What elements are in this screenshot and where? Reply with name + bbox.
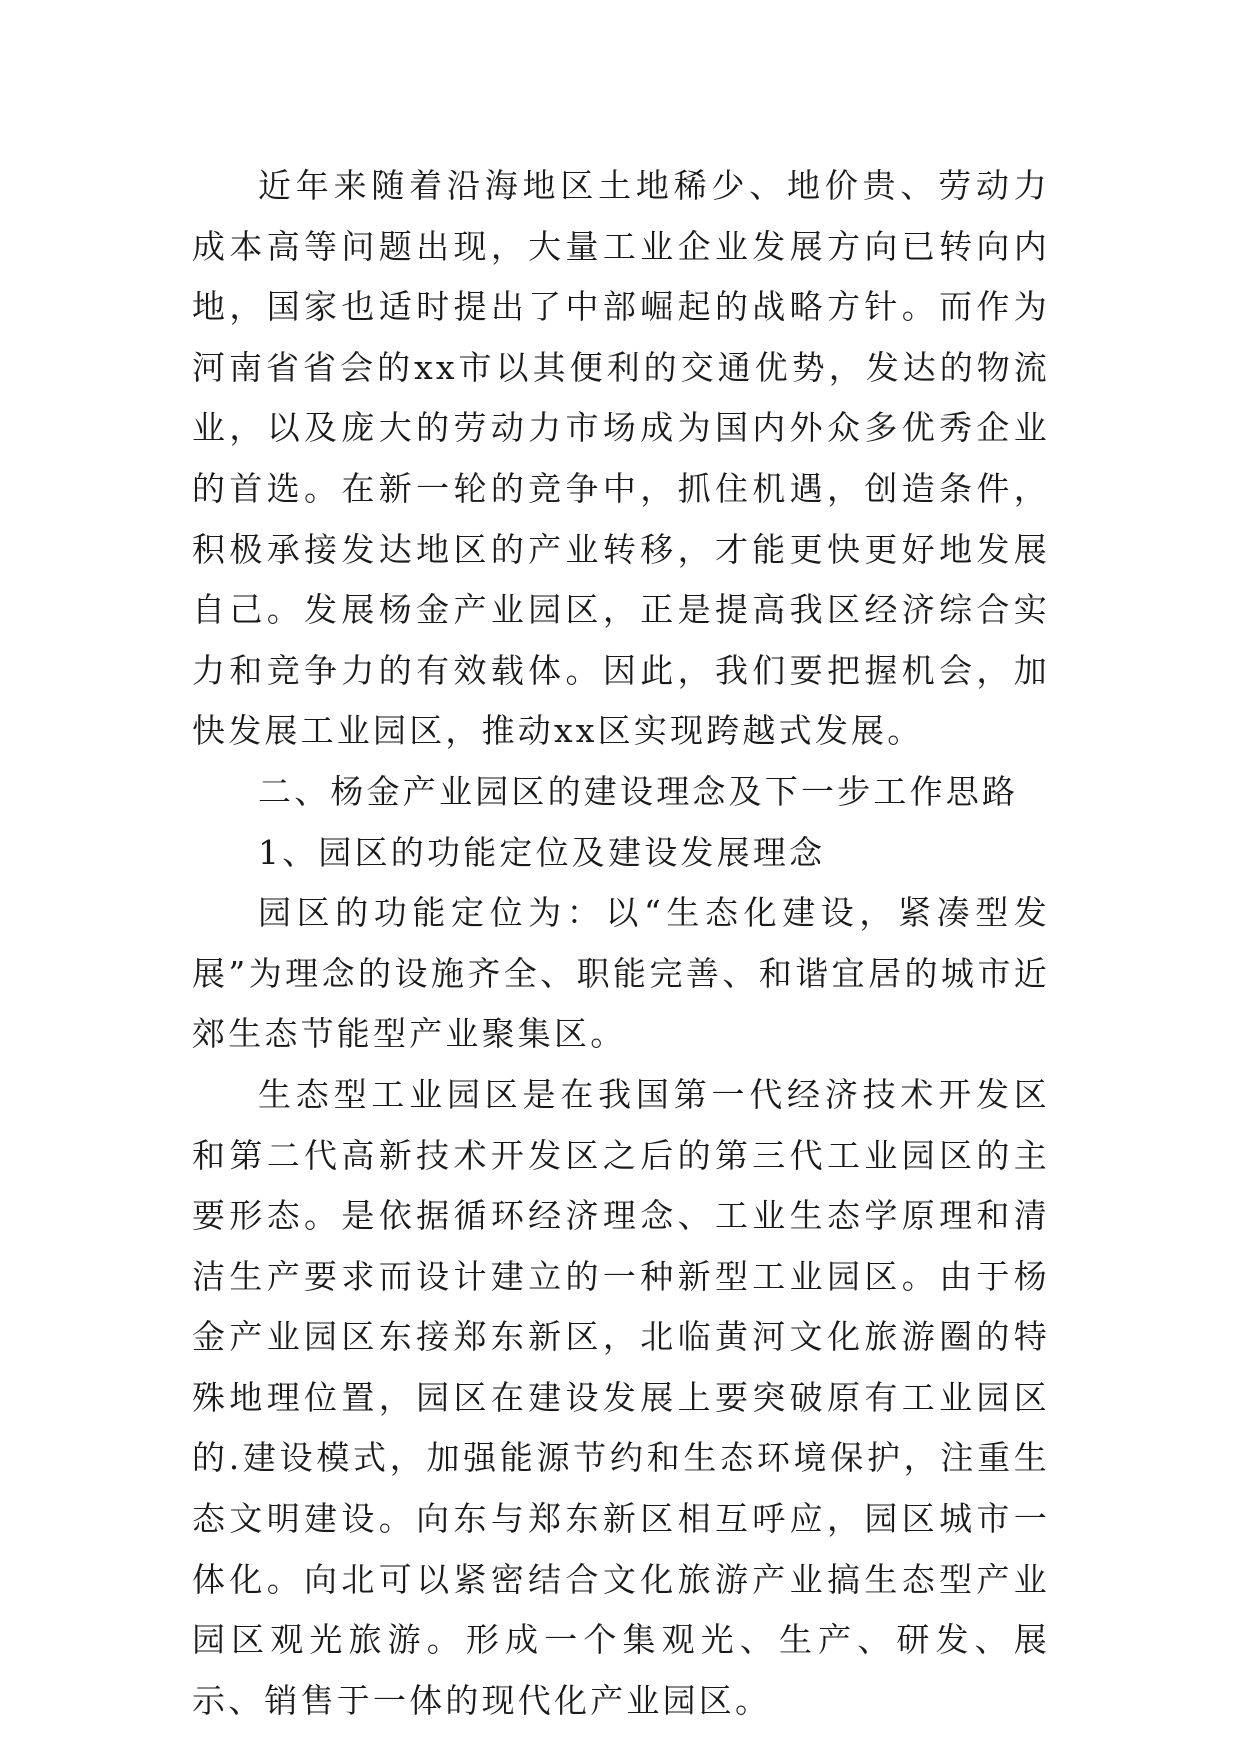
- paragraph-eco-park: 生态型工业园区是在我国第一代经济技术开发区和第二代高新技术开发区之后的第三代工业园区的主要形态。是依据循环经济理念、工业生态学原理和清洁生产要求而设计建立的一种新型工业园区。由于杨金产业园区东接郑东新区，北临黄河文化旅游圈的特殊地理位置，园区在建设发展上要突破原有工业园区的.建设模式，加强能源节约和生态环境保护，注重生态文明建设。向东与郑东新区相互呼应，园区城市一体化。向北可以紧密结合文化旅游产业搞生态型产业园区观光旅游。形成一个集观光、生产、研发、展示、销售于一体的现代化产业园区。: [192, 1074, 1050, 1720]
- subsection-heading: 1、园区的功能定位及建设发展理念: [258, 832, 826, 872]
- paragraph-background: 近年来随着沿海地区土地稀少、地价贵、劳动力成本高等问题出现，大量工业企业发展方向已转向内地，国家也适时提出了中部崛起的战略方针。而作为河南省省会的xx市以其便利的交通优势，发达的物流业，以及庞大的劳动力市场成为国内外众多优秀企业的首选。在新一轮的竞争中，抓住机遇，创造条件，积极承接发达地区的产业转移，才能更快更好地发展自己。发展杨金产业园区，正是提高我区经济综合实力和竞争力的有效载体。因此，我们要把握机会，加快发展工业园区，推动xx区实现跨越式发展。: [192, 166, 1050, 751]
- document-body: [192, 156, 1050, 1731]
- paragraph-positioning: 园区的功能定位为：以“生态化建设，紧凑型发展”为理念的设施齐全、职能完善、和谐宜居的城市近郊生态节能型产业聚集区。: [192, 893, 1050, 1054]
- section-heading: 二、杨金产业园区的建设理念及下一步工作思路: [258, 771, 1019, 811]
